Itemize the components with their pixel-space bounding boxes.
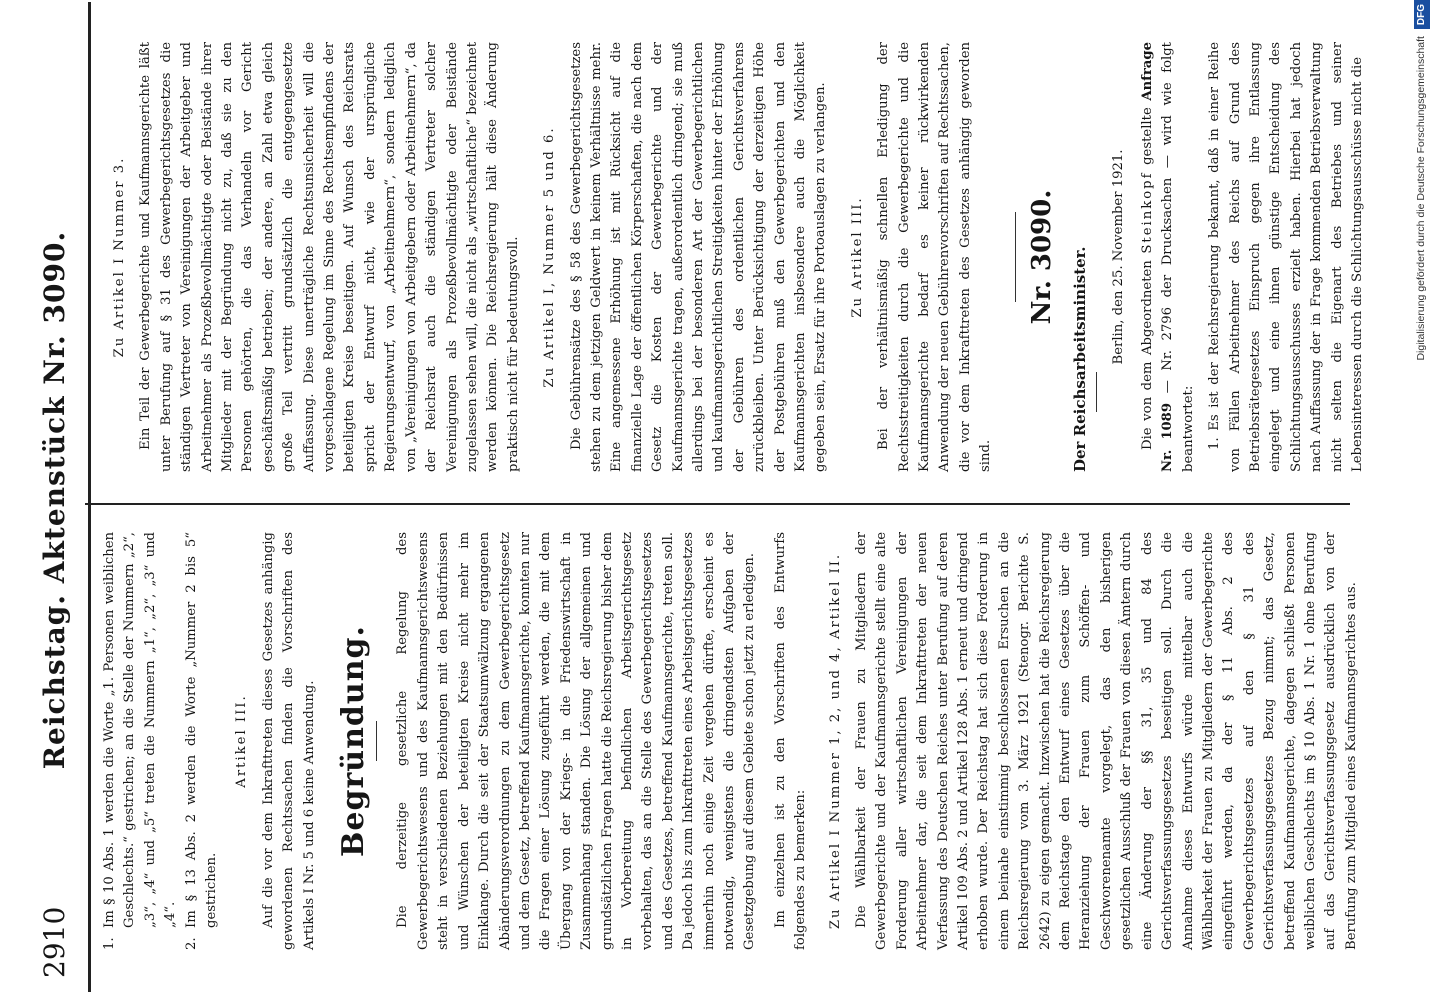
- divider: [1015, 212, 1016, 302]
- header-rule: [88, 2, 91, 992]
- paragraph: Die derzeitige gesetzliche Regelung des Gewerbegerichtswesens und des Kaufmannsgerichtswesens steht in verschiedenen Beziehungen mit den Bedürfnissen und Wünschen der beteiligten Kreise nicht mehr im Einklange. Durch die seit der Staatsumwälzung ergangenen Abänderungsverordnungen zu dem Gewerbegerichtsgesetz und dem Gesetz, betreffend Kaufmannsgerichte, konnten nur die Fragen einer Lösung zugeführt werden, die mit dem Übergang von der Kriegs- in die Friedenswirtschaft in Zusammenhang standen. Die Lösung der allgemeinen und grundsätzlichen Fragen hatte die Reichsregierung bisher dem in Vorbereitung befindlichen Arbeitsgerichtsgesetz vorbehalten, das an die Stelle des Gewerbegerichtsgesetzes und des Gesetzes, betreffend Kaufmannsgerichte, treten soll. Da jedoch bis zum Inkrafttreten eines Arbeitsgerichtsgesetzes immerhin noch einige Zeit vergehen dürfte, erscheint es notwendig, wenigstens die dringendsten Aufgaben der Gesetzgebung auf diesem Gebiete schon jetzt zu erledigen.: [395, 532, 758, 950]
- section-heading: Artikel III.: [234, 694, 250, 788]
- divider: [1096, 372, 1097, 412]
- anfrage-label: Anfrage Nr. 1089: [1139, 42, 1176, 472]
- anfrage-name: Steinkopf: [1139, 171, 1155, 254]
- digitization-credit-sidebar: [1409, 0, 1433, 1000]
- paragraph: Die Wählbarkeit der Frauen zu Mitgliedern der Gewerbegerichte und der Kaufmannsgerichte stellt eine alte Forderung aller wirtschaftlichen Vereinigungen der Arbeitnehmer dar, die seit dem Inkrafttreten der neuen Verfassung des Deutschen Reiches unter Berufung auf deren Artikel 109 Abs. 2 und Artikel 128 Abs. 1 erneut und dringend erhoben wurde. Der Reichstag hat sich diese Forderung in einem beinahe einstimmig beschlossenen Ersuchen an die Reichsregierung vom 3. März 1921 (Stenogr. Berichte S. 2642) zu eigen gemacht. Inzwischen hat die Reichsregierung dem Reichstage den Entwurf eines Gesetzes über die Heranziehung der Frauen zum Schöffen- und Geschworenenamte vorgelegt, das den bisherigen gesetzlichen Ausschluß der Frauen von diesen Ämtern durch eine Änderung der §§ 31, 35 und 84 des Gerichtsverfassungsgesetzes beseitigen soll. Durch die Annahme dieses Entwurfs würde mittelbar auch die Wählbarkeit der Frauen zu Mitgliedern der Gewerbegerichte eingeführt werden, da der § 11 Abs. 2 des Gewerbegerichtsgesetzes auf den § 31 des Gerichtsverfassungsgesetzes Bezug nimmt; das Gesetz, betreffend Kaufmannsgerichte, dagegen schließt Personen weiblichen Geschlechts im § 10 Abs. 1 Nr. 1 ohne Berufung auf das Gerichtsverfassungsgesetz ausdrücklich von der Berufung zum Mitglied eines Kaufmannsgerichtes aus.: [854, 532, 1359, 950]
- anfrage-rest: — Nr. 2796 der Drucksachen — wird wie folgt beantwortet:: [1160, 42, 1196, 472]
- right-column: [100, 42, 1368, 472]
- running-header: Reichstag. Aktenstück Nr. 3090.: [38, 230, 71, 770]
- item-number: 1.: [102, 937, 117, 950]
- anfrage-mid: gestellte: [1139, 107, 1155, 165]
- paragraph: Auf die vor dem Inkrafttreten dieses Gesetzes anhängig gewordenen Rechtssachen finden die Vorschriften des Artikels I Nr. 5 und 6 keine Anwendung.: [260, 532, 317, 950]
- paragraph: Ein Teil der Gewerbegerichte und Kaufmannsgerichte läßt unter Berufung auf § 31 des Gewerbegerichtsgesetzes die ständigen Vertreter von Vereinigungen der Arbeitgeber und Arbeitnehmer als Prozeßbevollmächtigte oder Beistände ihrer Mitglieder mit der Begründung nicht zu, daß sie zu den Personen gehörten, die das Verhandeln vor Gericht geschäftsmäßig betrieben; der andere, an Zahl etwa gleich große Teil vertritt grundsätzlich die entgegengesetzte Auffassung. Diese unerträgliche Rechtsunsicherheit will die vorgeschlagene Regelung im Sinne des Rechtsempfindens der beteiligten Kreise beseitigen. Auf Wunsch des Reichsrats spricht der Entwurf nicht, wie der ursprüngliche Regierungsentwurf, von „Arbeitnehmern“, sondern lediglich von „Vereinigungen von Arbeitgebern oder Arbeitnehmern“, da der Reichsrat auch die ständigen Vertreter solcher Vereinigungen als Prozeßbevollmächtigte oder Beistände zugelassen sehen will, die nicht als „wirtschaftliche“ bezeichnet werden können. Die Reichsregierung hält diese Änderung praktisch nicht für bedeutungsvoll.: [138, 42, 521, 472]
- dfg-logo: DFG: [1414, 0, 1430, 29]
- minister-heading: Der Reichsarbeitsminister.: [1071, 246, 1090, 472]
- left-column: [100, 532, 1362, 950]
- item-text: Im § 10 Abs. 1 werden die Worte „1. Personen weiblichen Geschlechts.“ gestrichen; an die Stelle der Nummern „2“, „3“, „4“ und „5“ treten die Nummern „1“, „2“, „3“ und „4“.: [102, 532, 179, 928]
- item-number: 2.: [183, 937, 199, 950]
- divider: [376, 721, 377, 761]
- section-heading: Zu Artikel III.: [849, 196, 865, 318]
- section-heading: Zu Artikel I Nummer 1, 2, und 4, Artikel II.: [827, 552, 843, 930]
- list-item: [100, 532, 182, 950]
- begruendung-heading: Begründung.: [336, 625, 372, 857]
- anfrage-paragraph: [1138, 42, 1199, 472]
- paragraph: Bei der verhältnismäßig schnellen Erledigung der Rechtsstreitigkeiten durch die Gewerbegerichte und die Kaufmannsgerichte bedarf es keiner rückwirkenden Anwendung der neuen Gebührenvorschriften auf Rechtssachen, die vor dem Inkrafttreten des Gesetzes anhängig geworden sind.: [876, 42, 994, 472]
- paragraph: Im einzelnen ist zu den Vorschriften des Entwurfs folgendes zu bemerken:: [772, 532, 809, 950]
- sidebar-text-strip: [1409, 0, 1433, 1000]
- dateline: Berlin, den 25. November 1921.: [1111, 149, 1127, 365]
- paragraph: Die Gebührensätze des § 58 des Gewerbegerichtsgesetzes stehen zu dem jetzigen Geldwert in keinem Verhältnisse mehr. Eine angemessene Erhöhung ist mit Rücksicht auf die finanzielle Lage der öffentlichen Körperschaften, die nach dem Gesetz die Kosten der Gewerbegerichte und der Kaufmannsgerichte tragen, außerordentlich dringend; sie muß allerdings bei der besonderen Art der Gewerbegerichtlichen und kaufmannsgerichtlichen Streitigkeiten hinter der Erhöhung der Gebühren des ordentlichen Gerichtsverfahrens zurückbleiben. Unter Berücksichtigung der derzeitigen Höhe der Postgebühren muß den Gewerbegerichten und den Kaufmannsgerichten insbesondere auch die Möglichkeit gegeben sein, Ersatz für ihre Portoauslagen zu verlangen.: [568, 42, 829, 472]
- paragraph: 1. Es ist der Reichsregierung bekannt, daß in einer Reihe von Fällen Arbeitnehmer des Reichs auf Grund des Betriebsrätegesetzes Einspruch gegen ihre Entlassung eingelegt und eine ihnen günstige Entscheidung des Schlichtungsausschusses erzielt haben. Hierbei hat jedoch nach Auffassung der in Frage kommenden Betriebsverwaltung nicht selten die Eigenart des Betriebes und seiner Lebensinteressen durch die Schlichtungsausschüsse nicht die: [1207, 42, 1365, 472]
- section-heading: Zu Artikel I Nummer 3.: [112, 156, 127, 358]
- page-number: 2910: [38, 906, 71, 978]
- item-text: Im § 13 Abs. 2 werden die Worte „Nummer 2 bis 5“ gestrichen.: [183, 532, 220, 928]
- credit-text: Digitalisierung gefördert durch die Deutsche Forschungsgemeinschaft: [1415, 36, 1427, 361]
- anfrage-intro: Die von dem Abgeordneten: [1139, 260, 1155, 450]
- list-item: [182, 532, 223, 950]
- column-divider: [85, 503, 1350, 505]
- document-number: Nr. 3090.: [1026, 189, 1057, 325]
- section-heading: Zu Artikel I, Nummer 5 und 6.: [542, 126, 558, 388]
